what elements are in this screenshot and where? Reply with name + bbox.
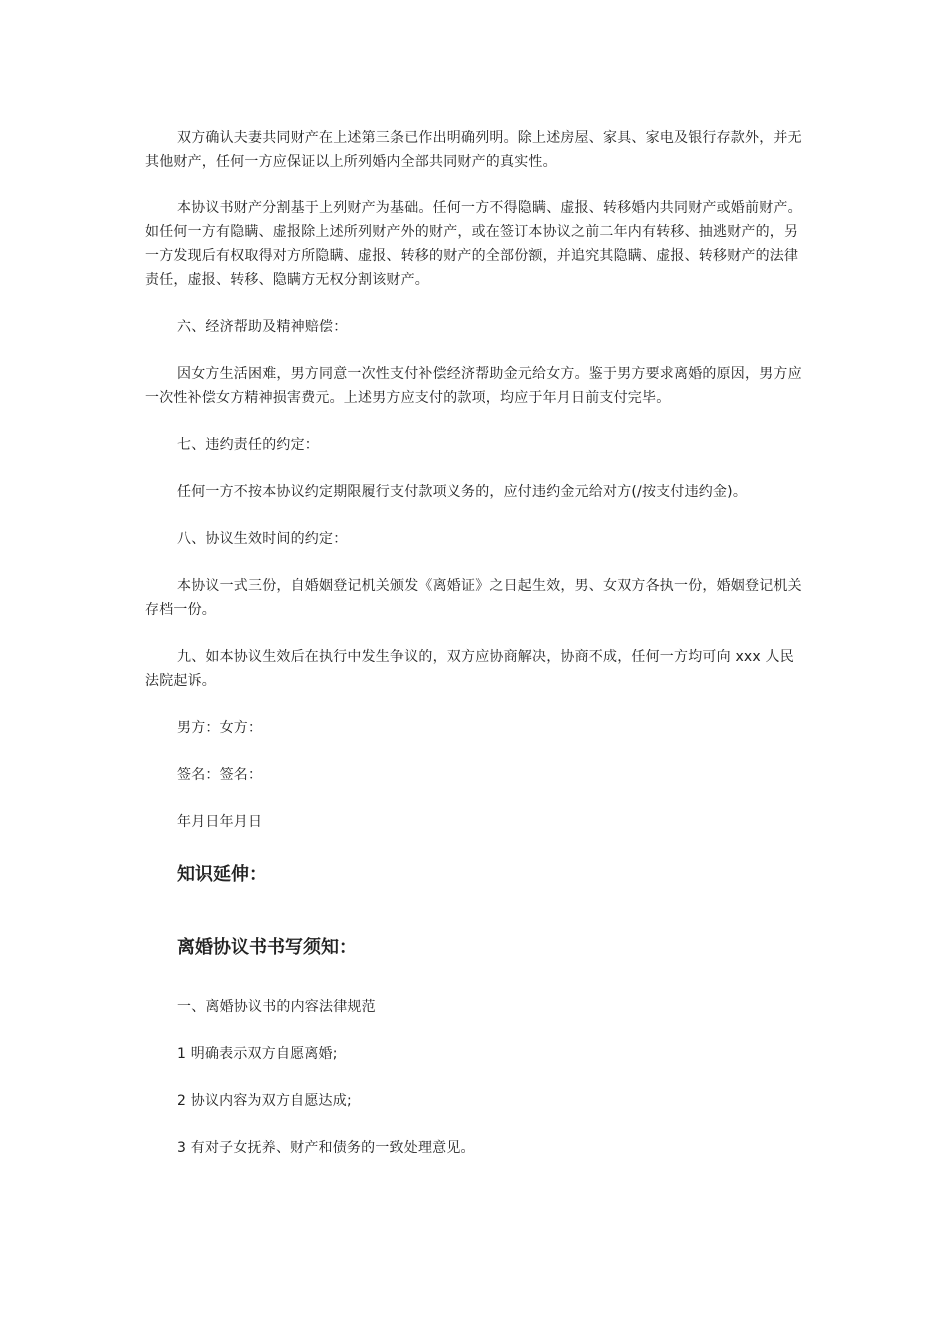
section-title-effective-time: 八、协议生效时间的约定： [177, 531, 348, 547]
writing-notes-heading: 离婚协议书书写须知： [177, 937, 357, 958]
paragraph-compensation: 因女方生活困难，男方同意一次性支付补偿经济帮助金元给女方。鉴于男方要求离婚的原因，男方应一次性补偿女方精神损害费元。上述男方应支付的款项，均应于年月日前支付完毕。 [145, 366, 802, 406]
list-item: 1 明确表示双方自愿离婚; [177, 1046, 338, 1062]
signature-line: 签名：签名： [177, 767, 263, 783]
paragraph-property-division: 本协议书财产分割基于上列财产为基础。任何一方不得隐瞒、虚报、转移婚内共同财产或婚前财产。如任何一方有隐瞒、虚报除上述所列财产外的财产，或在签订本协议之前二年内有转移、抽逃财产的，另一方发现后有权取得对方所隐瞒、虚报、转移的财产的全部份额，并追究其隐瞒、虚报、转移财产的法律责任，虚报、转移、隐瞒方无权分割该财产。 [145, 200, 802, 288]
section-title-compensation: 六、经济帮助及精神赔偿： [177, 319, 348, 335]
knowledge-extension-heading: 知识延伸： [177, 864, 267, 885]
legal-norms-intro: 一、离婚协议书的内容法律规范 [177, 999, 376, 1015]
date-line: 年月日年月日 [177, 814, 263, 830]
list-item: 3 有对子女抚养、财产和债务的一致处理意见。 [177, 1140, 475, 1156]
document-body [145, 126, 807, 1160]
list-item: 2 协议内容为双方自愿达成; [177, 1093, 352, 1109]
paragraph-dispute: 九、如本协议生效后在执行中发生争议的，双方应协商解决，协商不成，任何一方均可向 xxx 人民法院起诉。 [145, 649, 794, 689]
paragraph-property-confirmation: 双方确认夫妻共同财产在上述第三条已作出明确列明。除上述房屋、家具、家电及银行存款外，并无其他财产，任何一方应保证以上所列婚内全部共同财产的真实性。 [145, 130, 802, 170]
section-title-breach: 七、违约责任的约定： [177, 437, 319, 453]
paragraph-breach: 任何一方不按本协议约定期限履行支付款项义务的，应付违约金元给对方(/按支付违约金)。 [177, 484, 748, 500]
paragraph-effective-time: 本协议一式三份，自婚姻登记机关颁发《离婚证》之日起生效，男、女双方各执一份，婚姻登记机关存档一份。 [145, 578, 802, 618]
party-line: 男方：女方： [177, 720, 263, 736]
